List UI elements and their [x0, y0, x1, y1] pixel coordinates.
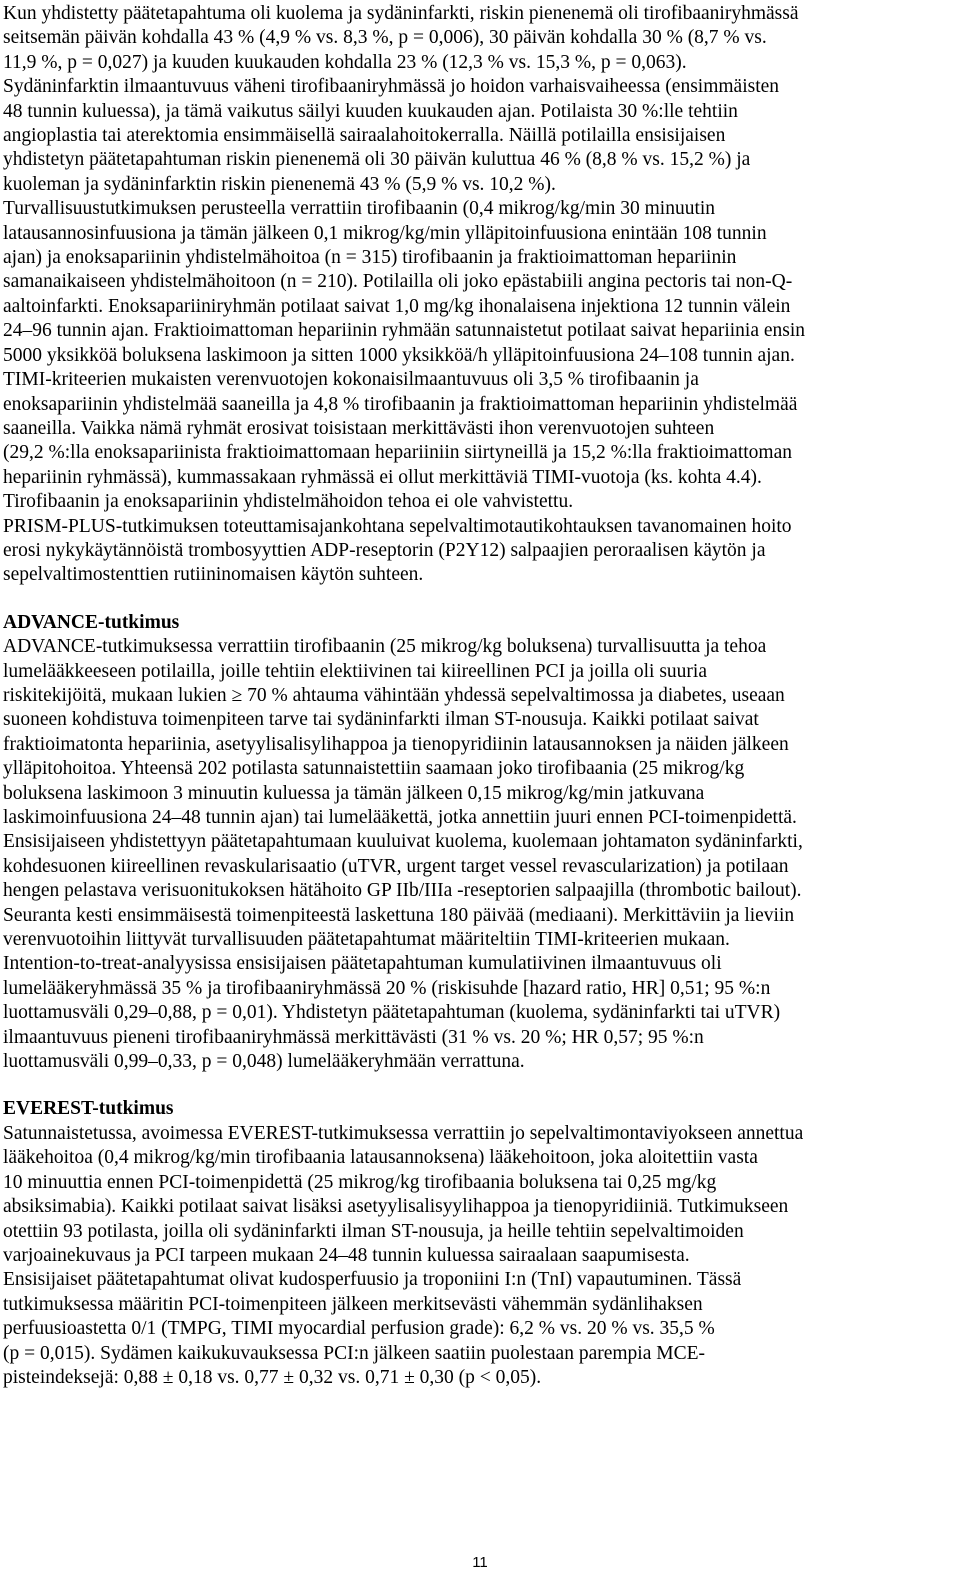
advance-paragraph: ADVANCE-tutkimuksessa verrattiin tirofibaanin (25 mikrog/kg boluksena) turvallisuutta ja tehoa lumelääkkeeseen potilailla, joille tehtiin elektiivinen tai kiireellinen PCI ja joilla oli suuria riskitekijöitä, mukaan lukien ≥ 70 % ahtauma vähintään yhdessä sepelvaltimossa ja diabetes, useaan suoneen kohdistuva toimenpiteen tarve tai sydäninfarkti ilman ST-nousuja. Kaikki potilaat saivat fraktioimatonta hepariinia, asetyylisalisylihappoa ja tienopyridiinin latausannoksen ja näiden jälkeen ylläpitohoitoa. Yhteensä 202 potilasta satunnaistettiin saamaan joko tirofibaania (25 mikrog/kg boluksena laskimoon 3 minuutin kuluessa ja tämän jälkeen 0,15 mikrog/kg/min jatkuvana laskimoinfuusiona 24–48 tunnin ajan) tai lumelääkettä, jotka annettiin juuri ennen PCI-toimenpidettä. Ensisijaiseen yhdistettyyn päätetapahtumaan kuuluivat kuolema, kuolemaan johtamaton sydäninfarkti, kohdesuonen kiireellinen revaskularisaatio (uTVR, urgent target vessel revascularization) ja potilaan hengen pelastava verisuonitukoksen hätähoito GP IIb/IIIa -reseptorien salpaajilla (thrombotic bailout). Seuranta kesti ensimmäisestä toimenpiteestä laskettuna 180 päivää (mediaani). Merkittäviin ja lieviin verenvuotoihin liittyvät turvallisuuden päätetapahtumat määriteltiin TIMI-kriteerien mukaan. Intention-to-treat-analyysissa ensisijaisen päätetapahtuman kumulatiivinen ilmaantuvuus oli lumelääkeryhmässä 35 % ja tirofibaaniryhmässä 20 % (riskisuhde [hazard ratio, HR] 0,51; 95 %:n luottamusväli 0,29–0,88, p = 0,01). Yhdistetyn päätetapahtuman (kuolema, sydäninfarkti tai uTVR) ilmaantuvuus pieneni tirofibaaniryhmässä merkittävästi (31 % vs. 20 %; HR 0,57; 95 %:n luottamusväli 0,99–0,33, p = 0,048) lumelääkeryhmään verrattuna. [3, 636, 803, 1073]
intro-paragraph: Kun yhdistetty päätetapahtuma oli kuolema ja sydäninfarkti, riskin pienenemä oli tirofibaaniryhmässä seitsemän päivän kohdalla 43 % (4,9 % vs. 8,3 %, p = 0,006), 30 päivän kohdalla 30 % (8,7 % vs. 11,9 %, p = 0,027) ja kuuden kuukauden kohdalla 23 % (12,3 % vs. 15,3 %, p = 0,063). Sydäninfarktin ilmaantuvuus väheni tirofibaaniryhmässä jo hoidon varhaisvaiheessa (ensimmäisten 48 tunnin kuluessa), ja tämä vaikutus säilyi kuuden kuukauden ajan. Potilaista 30 %:lle tehtiin angioplastia tai aterektomia ensimmäisellä sairaalahoitokerralla. Näillä potilailla ensisijaisen yhdistetyn päätetapahtuman riskin pienenemä oli 30 päivän kuluttua 46 % (8,8 % vs. 15,2 %) ja kuoleman ja sydäninfarktin riskin pienenemä 43 % (5,9 % vs. 10,2 %). Turvallisuustutkimuksen perusteella verrattiin tirofibaanin (0,4 mikrog/kg/min 30 minuutin latausannosinfuusiona ja tämän jälkeen 0,1 mikrog/kg/min ylläpitoinfuusiona enintään 108 tunnin ajan) ja enoksapariinin yhdistelmähoitoa (n = 315) tirofibaanin ja fraktioimattoman hepariinin samanaikaiseen yhdistelmähoitoon (n = 210). Potilailla oli joko epästabiili angina pectoris tai non-Q- aaltoinfarkti. Enoksapariiniryhmän potilaat saivat 1,0 mg/kg ihonalaisena injektiona 12 tunnin välein 24–96 tunnin ajan. Fraktioimattoman hepariinin ryhmään satunnaistetut potilaat saivat hepariinia ensin 5000 yksikköä boluksena laskimoon ja sitten 1000 yksikköä/h ylläpitoinfuusiona 24–108 tunnin ajan. TIMI-kriteerien mukaisten verenvuotojen kokonaisilmaantuvuus oli 3,5 % tirofibaanin ja enoksapariinin yhdistelmää saaneilla ja 4,8 % tirofibaanin ja fraktioimattoman hepariinin yhdistelmää saaneilla. Vaikka nämä ryhmät erosivat toisistaan merkittävästi ihon verenvuotojen suhteen (29,2 %:lla enoksapariinista fraktioimattomaan hepariiniin siirtyneillä ja 15,2 %:lla fraktioimattoman hepariinin ryhmässä), kummassakaan ryhmässä ei ollut merkittäviä TIMI-vuotoja (ks. kohta 4.4). Tirofibaanin ja enoksapariinin yhdistelmähoidon tehoa ei ole vahvistettu. PRISM-PLUS-tutkimuksen toteuttamisajankohtana sepelvaltimotautikohtauksen tavanomainen hoito erosi nykykäytännöistä trombosyyttien ADP-reseptorin (P2Y12) salpaajien peroraalisen käytön ja sepelvaltimostenttien rutiininomaisen käytön suhteen. [3, 3, 806, 586]
everest-paragraph: Satunnaistetussa, avoimessa EVEREST-tutkimuksessa verrattiin jo sepelvaltimontaviyokseen annettua lääkehoitoa (0,4 mikrog/kg/min tirofibaania latausannoksena) lääkehoitoon, joka aloitettiin vasta 10 minuuttia ennen PCI-toimenpidettä (25 mikrog/kg tirofibaania boluksena tai 0,25 mg/kg absiksimabia). Kaikki potilaat saivat lisäksi asetyylisalisyylihappoa ja tienopyridiiniä. Tutkimukseen otettiin 93 potilasta, joilla oli sydäninfarkti ilman ST-nousuja, ja heille tehtiin sepelvaltimoiden varjoainekuvaus ja PCI tarpeen mukaan 24–48 tunnin kuluessa sairaalaan saapumisesta. Ensisijaiset päätetapahtumat olivat kudosperfuusio ja troponiini I:n (TnI) vapautuminen. Tässä tutkimuksessa määritin PCI-toimenpiteen jälkeen merkitsevästi vähemmän sydänlihaksen perfuusioastetta 0/1 (TMPG, TIMI myocardial perfusion grade): 6,2 % vs. 20 % vs. 35,5 % (p = 0,015). Sydämen kaikukuvauksessa PCI:n jälkeen saatiin puolestaan parempia MCE- pisteindeksejä: 0,88 ± 0,18 vs. 0,77 ± 0,32 vs. 0,71 ± 0,30 (p < 0,05). [3, 1122, 804, 1388]
everest-heading: EVEREST-tutkimus [3, 1098, 174, 1120]
page-number: 11 [472, 1554, 488, 1571]
advance-heading: ADVANCE-tutkimus [3, 611, 180, 633]
